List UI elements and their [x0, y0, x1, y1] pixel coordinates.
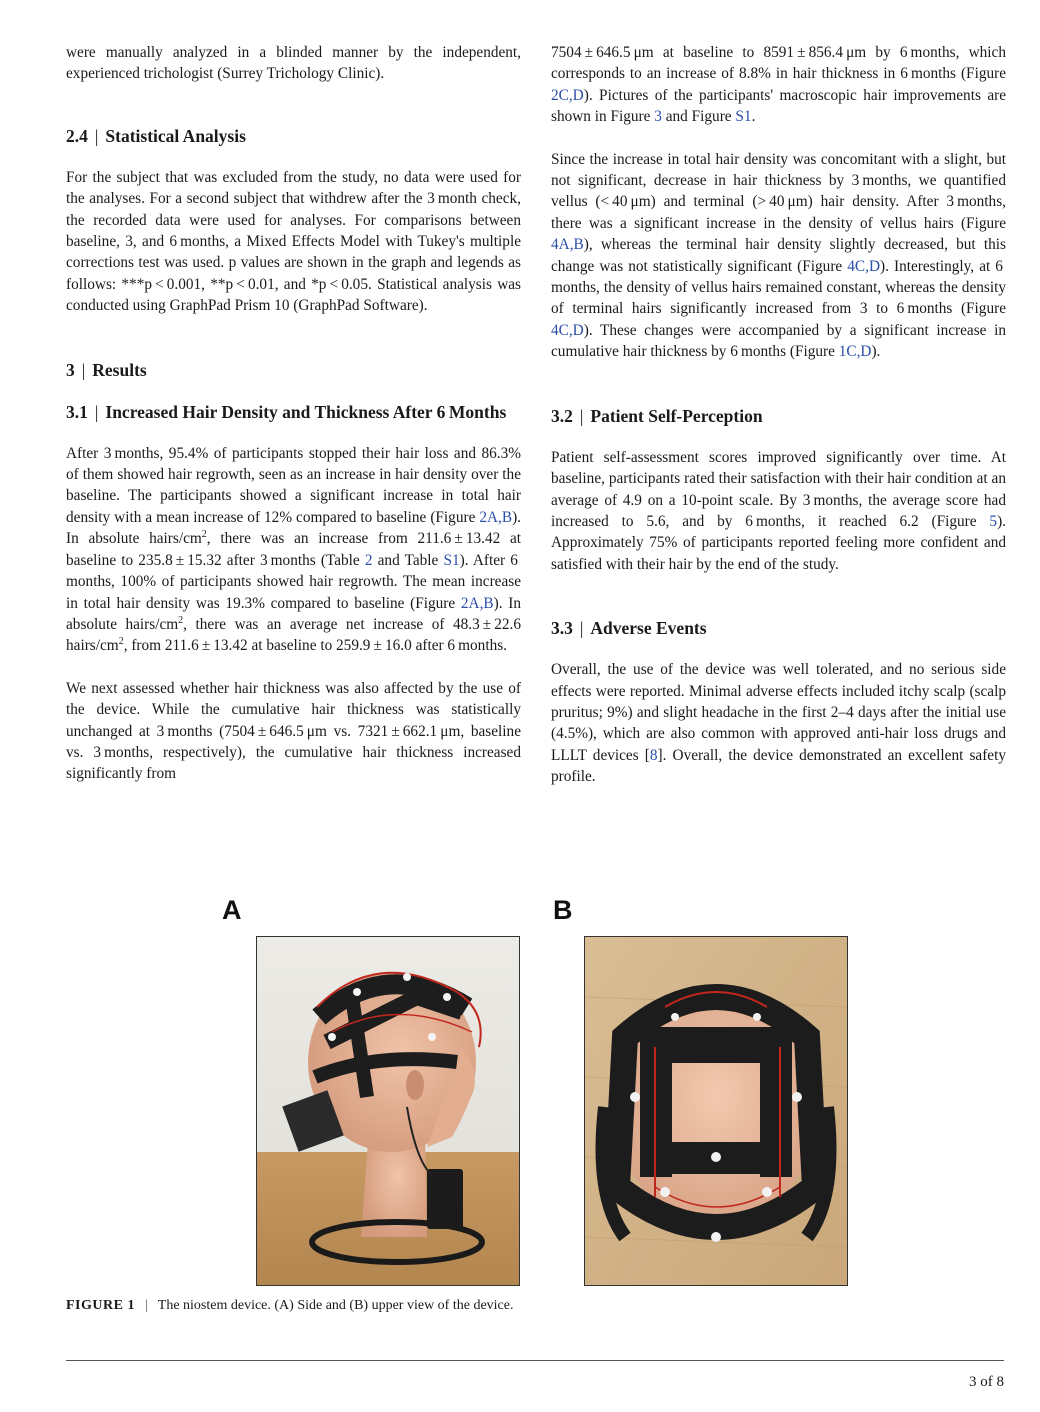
device-upper-view-photo	[584, 936, 848, 1286]
section-title: Results	[92, 359, 147, 380]
device-side-view-illustration	[257, 937, 519, 1285]
section-3-heading: 3 | Results	[66, 359, 147, 380]
device-side-view-photo	[256, 936, 520, 1286]
results-thickness-paragraph: We next assessed whether hair thickness was also affected by the use of the device. While the cumulative hair thickness was statistically unchanged at 3 months (7504 ± 646.5 μm vs. 7321 ± 662.1 μm, baseline vs. 3 months, respectively), the cumulative hair thickness increased significantly from	[66, 679, 521, 783]
figure-link[interactable]: 4C,D	[847, 257, 881, 275]
section-3-1-heading: 3.1 | Increased Hair Density and Thickness After 6 Months	[66, 401, 507, 422]
page-number: 3 of 8	[969, 1374, 1004, 1390]
table-link[interactable]: 2	[364, 551, 373, 569]
section-3-2-heading: 3.2 | Patient Self-Perception	[551, 405, 763, 426]
panel-label-b: B	[553, 895, 573, 925]
figure-link[interactable]: 3	[654, 108, 662, 126]
figure-link[interactable]: 1C,D	[838, 343, 872, 361]
table-link[interactable]: S1	[443, 551, 460, 569]
figure-link[interactable]: 4A,B	[551, 236, 584, 254]
right-column	[551, 42, 1006, 788]
statistics-paragraph: For the subject that was excluded from the study, no data were used for the analyses. For a second subject that withdrew after the 3 month check, the recorded data were used for analyses. For comparisons between baseline, 3, and 6 months, a Mixed Effects Model with Tukey's multiple corrections test was used. p values are shown in the graph and legends as follows: ***p < 0.001, **p < 0.01, and *p < 0.05. Statistical analysis was conducted using GraphPad Prism 10 (GraphPad Software).	[66, 168, 521, 315]
section-number: 3.2	[551, 405, 573, 426]
panel-label-a: A	[222, 895, 242, 925]
section-number: 3.3	[551, 618, 573, 639]
section-3-3-heading: 3.3 | Adverse Events	[551, 618, 707, 639]
section-2-4-heading: 2.4 | Statistical Analysis	[66, 125, 246, 146]
figure-caption	[66, 1297, 513, 1315]
figure-link[interactable]: S1	[735, 108, 752, 126]
device-upper-view-illustration	[585, 937, 847, 1285]
reference-link[interactable]: 8	[649, 746, 658, 764]
section-title: Adverse Events	[590, 618, 707, 639]
figure-link[interactable]: 2A,B	[479, 508, 513, 526]
left-column	[66, 42, 521, 785]
adverse-events-paragraph: Overall, the use of the device was well tolerated, and no serious side effects were reported. Minimal adverse effects included itchy scalp (scalp pruritus; 9%) and slight headache in the first 2–4 days after the initial use (4.5%), which are also common with approved anti-hair loss drugs and LLLT devices [8]. Overall, the device demonstrated an excellent safety profile.	[551, 661, 1006, 786]
footer-rule	[66, 1360, 1004, 1361]
figure-link[interactable]: 4C,D	[551, 321, 584, 339]
figure-link[interactable]: 5	[989, 512, 998, 530]
thickness-continuation-paragraph: 7504 ± 646.5 μm at baseline to 8591 ± 856.4 μm by 6 months, which corresponds to an increase of 8.8% in hair thickness in 6 months (Figure 2C,D). Pictures of the participants' macroscopic hair improvements are shown in Figure 3 and Figure S1.	[551, 44, 1006, 126]
self-perception-paragraph: Patient self-assessment scores improved significantly over time. At baseline, participants rated their satisfaction with their hair condition at an average of 4.9 on a 10-point scale. By 3 months, the average score had increased to 5.6, and by 6 months, it reached 6.2 (Figure 5). Approximately 75% of participants reported feeling more confident and satisfied with their hair by the end of the study.	[551, 448, 1006, 573]
figure-link[interactable]: 2A,B	[460, 594, 494, 612]
intro-paragraph: were manually analyzed in a blinded manner by the independent, experienced trichologist (Surrey Trichology Clinic).	[66, 44, 521, 83]
caption-text: The niostem device. (A) Side and (B) upper view of the device.	[157, 1298, 514, 1313]
figure-link[interactable]: 2C,D	[551, 86, 584, 104]
section-title: Statistical Analysis	[105, 125, 246, 146]
figure-label: FIGURE 1	[66, 1298, 135, 1313]
section-title: Increased Hair Density and Thickness After 6 Months	[105, 401, 507, 422]
section-title: Patient Self-Perception	[590, 405, 763, 426]
caption-separator: |	[144, 1298, 148, 1313]
section-number: 3	[66, 359, 75, 380]
section-number: 3.1	[66, 401, 88, 422]
section-number: 2.4	[66, 125, 88, 146]
results-density-paragraph: After 3 months, 95.4% of participants stopped their hair loss and 86.3% of them showed hair regrowth, seen as an increase in hair density over the baseline. The participants showed a significant increase in total hair density with a mean increase of 12% compared to baseline (Figure 2A,B). In absolute hairs/$cm^2$, there was an increase from 211.6 ± 13.42 at baseline to 235.8 ± 15.32 after 3 months (Table 2 and Table S1). After 6 months, 100% of participants showed hair regrowth. The mean increase in total hair density was 19.3% compared to baseline (Figure 2A,B). In absolute hairs/$cm^2$, there was an average net increase of 48.3 ± 22.6 hairs/$cm^2$, from 211.6 ± 13.42 at baseline to 259.9 ± 16.0 after 6 months.	[66, 444, 522, 655]
vellus-terminal-paragraph: Since the increase in total hair density was concomitant with a slight, but not significant, decrease in hair thickness by 3 months, we quantified vellus (< 40 μm) and terminal (> 40 μm) hair density. After 3 months, there was a significant increase in the density of vellus hairs (Figure 4A,B), whereas the terminal hair density slightly decreased, but this change was not statistically significant (Figure 4C,D). Interestingly, at 6 months, the density of vellus hairs remained constant, whereas the density of terminal hairs significantly increased from 3 to 6 months (Figure 4C,D). These changes were accompanied by a significant increase in cumulative hair thickness by 6 months (Figure 1C,D).	[551, 150, 1006, 361]
